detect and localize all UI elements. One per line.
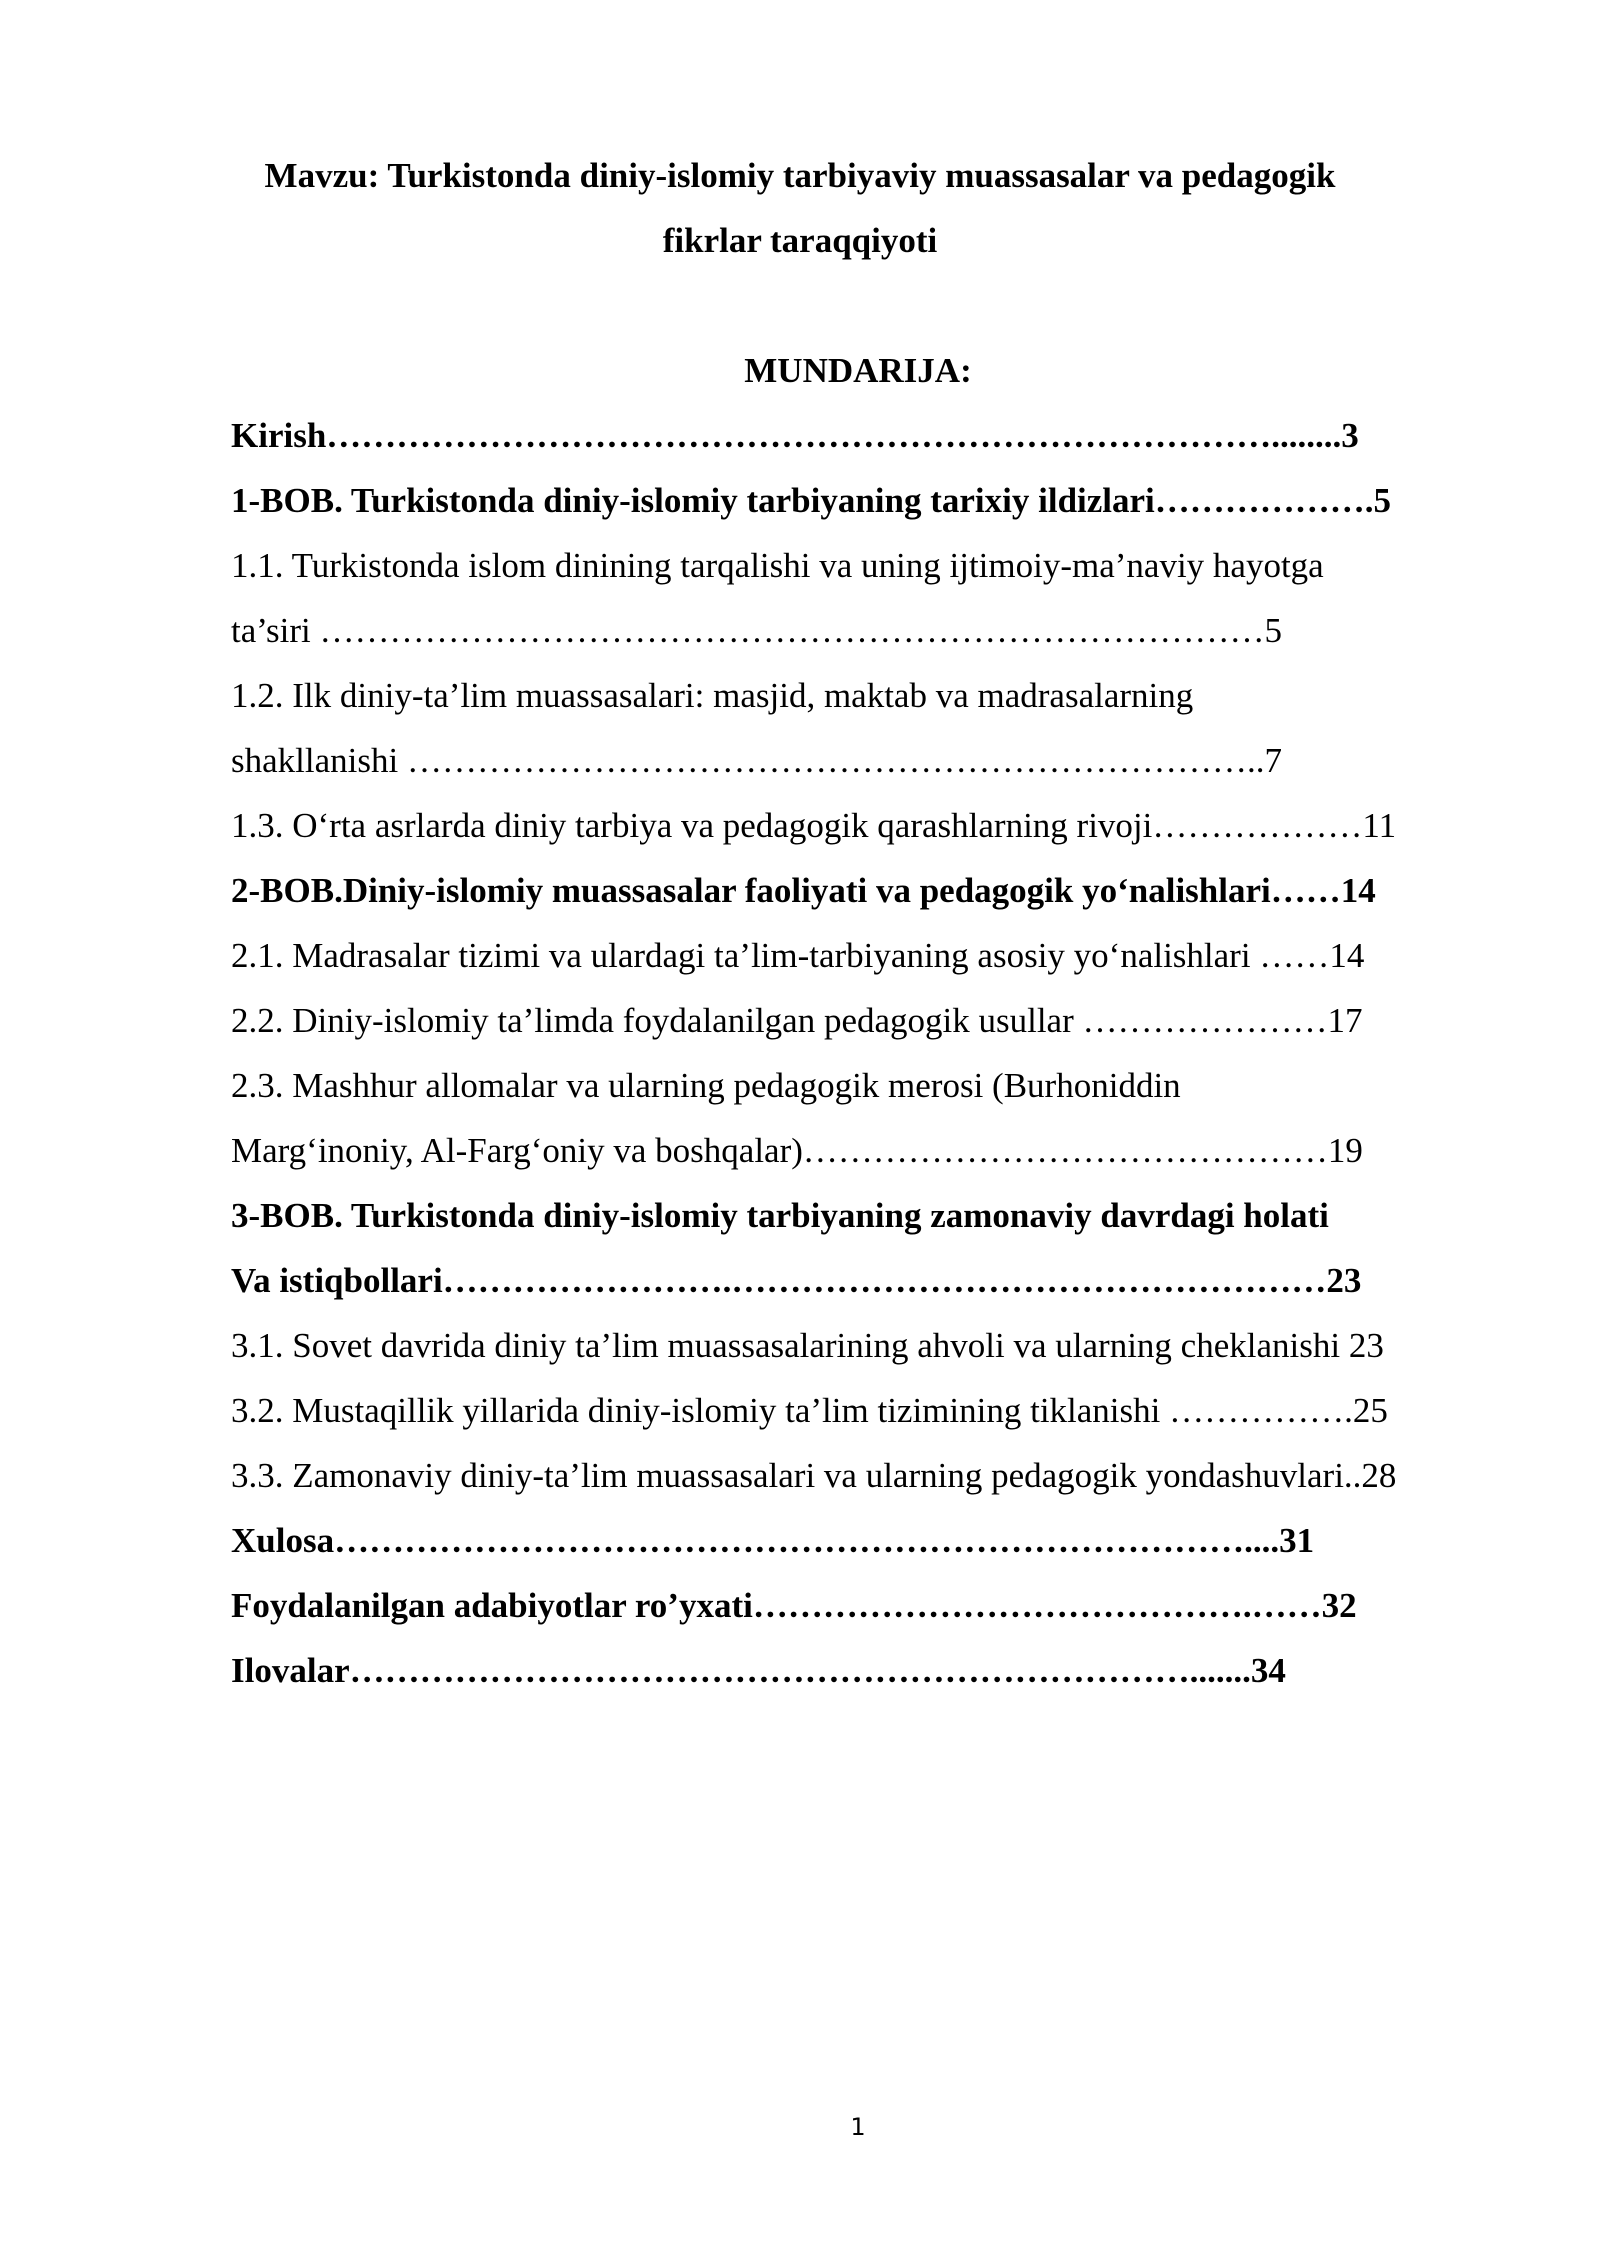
toc-entry-3-2: 3.2. Mustaqillik yillarida diniy-islomiy ta’lim tizimining tiklanishi …………….25 — [231, 1391, 1388, 1430]
toc-entry-1-2-line-1: 1.2. Ilk diniy-ta’lim muassasalari: masjid, maktab va madrasalarning — [231, 676, 1194, 715]
toc-entry-2-2: 2.2. Diniy-islomiy ta’limda foydalanilgan pedagogik usullar …………………17 — [231, 1001, 1363, 1040]
toc-entry-chapter-3-line-1: 3-BOB. Turkistonda diniy-islomiy tarbiyaning zamonaviy davrdagi holati — [231, 1196, 1329, 1235]
toc-entry-2-1: 2.1. Madrasalar tizimi va ulardagi ta’lim-tarbiyaning asosiy yo‘nalishlari ……14 — [231, 936, 1365, 975]
toc-entry-1-2-line-2: shakllanishi ………………………………………………………………..7 — [231, 741, 1282, 780]
toc-entry-chapter-2: 2-BOB.Diniy-islomiy muassasalar faoliyati va pedagogik yo‘nalishlari……14 — [231, 871, 1376, 910]
document-title-line-2: fikrlar taraqqiyoti — [662, 221, 938, 260]
toc-entry-chapter-1: 1-BOB. Turkistonda diniy-islomiy tarbiyaning tarixiy ildizlari……………….5 — [231, 481, 1392, 520]
toc-entry-chapter-3-line-2: Va istiqbollari…………………….……………………………………………23 — [231, 1261, 1362, 1300]
toc-entry-2-3-line-1: 2.3. Mashhur allomalar va ularning pedagogik merosi (Burhoniddin — [231, 1066, 1181, 1105]
toc-entry-3-3: 3.3. Zamonaviy diniy-ta’lim muassasalari va ularning pedagogik yondashuvlari..28 — [231, 1456, 1397, 1495]
contents-heading: MUNDARIJA: — [744, 351, 972, 390]
toc-entry-2-3-line-2: Marg‘inoniy, Al-Farg‘oniy va boshqalar)………………………………………19 — [231, 1131, 1363, 1170]
toc-entry-references: Foydalanilgan adabiyotlar ro’yxati…………………………………….……32 — [231, 1586, 1357, 1625]
toc-entry-1-1-line-2: ta’siri ………………………………………………………………………5 — [231, 611, 1282, 650]
toc-entry-1-1-line-1: 1.1. Turkistonda islom dinining tarqalishi va uning ijtimoiy-ma’naviy hayotga — [231, 546, 1324, 585]
toc-entry-appendices: Ilovalar……………………………………………………………….......34 — [231, 1651, 1286, 1690]
toc-entry-3-1: 3.1. Sovet davrida diniy ta’lim muassasalarining ahvoli va ularning cheklanishi 23 — [231, 1326, 1384, 1365]
document-title-line-1: Mavzu: Turkistonda diniy-islomiy tarbiyaviy muassasalar va pedagogik — [264, 156, 1336, 195]
page-number: 1 — [850, 2113, 866, 2141]
toc-entry-intro: Kirish………………………………………………………………………........3 — [231, 416, 1359, 455]
toc-entry-conclusion: Xulosa……………………………………………………………………....31 — [231, 1521, 1315, 1560]
toc-entry-1-3: 1.3. O‘rta asrlarda diniy tarbiya va pedagogik qarashlarning rivoji………………11 — [231, 806, 1397, 845]
